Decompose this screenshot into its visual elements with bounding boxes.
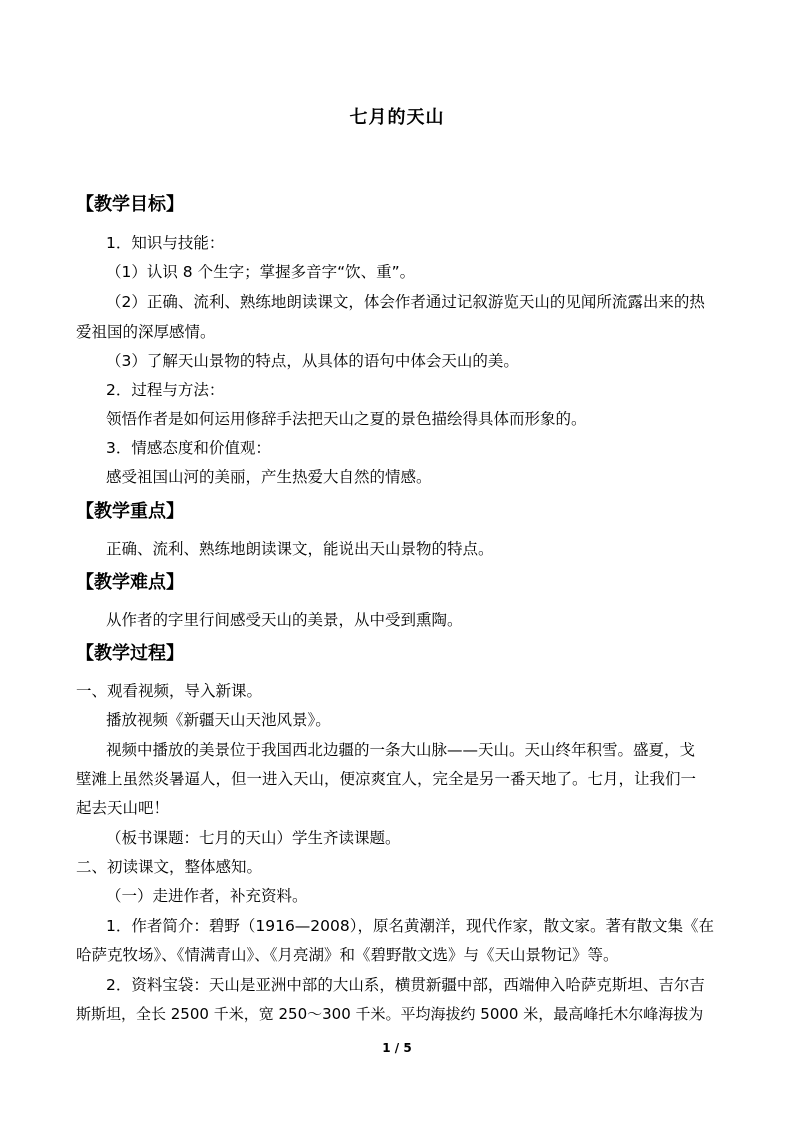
paragraph-line: 斯斯坦，全长 2500 千米，宽 250～300 千米。平均海拔约 5000 米，最高峰托木尔峰海拔为 [76,1005,704,1023]
paragraph-line: 正确、流利、熟练地朗读课文，能说出天山景物的特点。 [106,540,494,558]
paragraph-line: （3）了解天山景物的特点，从具体的语句中体会天山的美。 [106,352,519,370]
page-number: 1 / 5 [382,1041,412,1055]
paragraph-line: 哈萨克牧场》、《情满青山》、《月亮湖》和《碧野散文选》与《天山景物记》等。 [76,946,619,964]
paragraph-line: 从作者的字里行间感受天山的美景，从中受到熏陶。 [106,611,463,629]
paragraph-line: 壁滩上虽然炎暑逼人，但一进入天山，便凉爽宜人，完全是另一番天地了。七月，让我们一 [76,770,697,788]
page-title: 七月的天山 [349,107,445,128]
paragraph-line: 领悟作者是如何运用修辞手法把天山之夏的景色描绘得具体而形象的。 [106,410,587,428]
paragraph-line: 爱祖国的深厚感情。 [76,323,216,341]
paragraph-line: 1．作者简介：碧野（1916—2008），原名黄潮洋，现代作家，散文家。著有散文集《在 [106,917,715,935]
paragraph-line: 二、初读课文，整体感知。 [76,858,263,876]
paragraph-line: 播放视频《新疆天山天池风景》。 [106,711,331,729]
section-heading-key: 【教学重点】 [76,501,184,522]
paragraph-line: 2．资料宝袋：天山是亚洲中部的大山系，横贯新疆中部，西端伸入哈萨克斯坦、吉尔吉 [106,976,705,994]
paragraph-line: 一、观看视频，导入新课。 [76,682,263,700]
section-heading-process: 【教学过程】 [76,643,184,664]
paragraph-line: 视频中播放的美景位于我国西北边疆的一条大山脉——天山。天山终年积雪。盛夏，戈 [106,741,696,759]
paragraph-line: （2）正确、流利、熟练地朗读课文，体会作者通过记叙游览天山的见闻所流露出来的热 [106,293,705,311]
paragraph-line: 起去天山吧！ [76,799,170,817]
paragraph-line: （1）认识 8 个生字；掌握多音字“饮、重”。 [106,263,416,281]
paragraph-line: 感受祖国山河的美丽，产生热爱大自然的情感。 [106,468,432,486]
section-heading-difficulty: 【教学难点】 [76,572,184,593]
paragraph-line: 2．过程与方法： [106,381,225,399]
paragraph-line: 3．情感态度和价值观： [106,439,271,457]
section-heading-goals: 【教学目标】 [76,194,184,215]
paragraph-line: （一）走进作者，补充资料。 [106,887,308,905]
paragraph-line: 1．知识与技能： [106,234,225,252]
paragraph-line: （板书课题：七月的天山）学生齐读课题。 [106,829,401,847]
